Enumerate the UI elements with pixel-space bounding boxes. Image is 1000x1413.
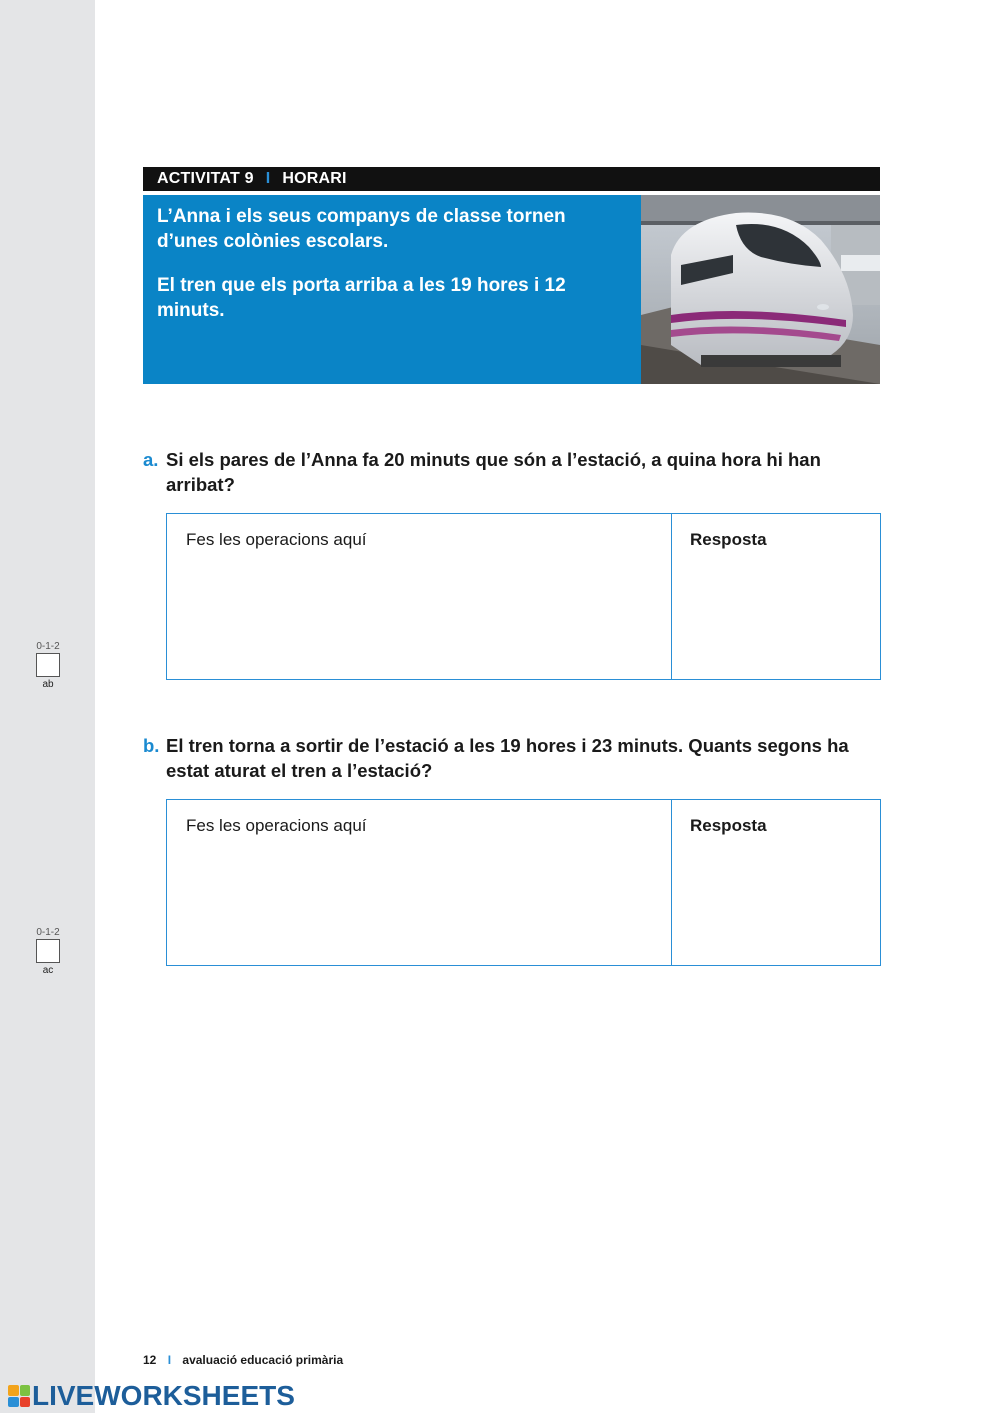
high-speed-train-icon [641, 195, 880, 384]
answer-label-b: Resposta [690, 816, 767, 835]
intro-paragraph-2: El tren que els porta arriba a les 19 hores i 12 minuts. [157, 275, 566, 321]
left-margin-strip [0, 0, 95, 1413]
activity-header [143, 167, 880, 191]
score-checkbox-a[interactable] [36, 653, 60, 677]
score-box-a [33, 641, 63, 690]
answer-area-a[interactable] [672, 514, 880, 679]
score-code-b: ac [42, 965, 54, 976]
operations-area-a[interactable] [167, 514, 672, 679]
liveworksheets-mark-icon [8, 1385, 30, 1407]
question-a-text: Si els pares de l’Anna fa 20 minuts que són a l’estació, a quina hora hi han arribat? [166, 449, 821, 495]
score-range-b: 0-1-2 [36, 927, 60, 938]
intro-box [143, 195, 641, 384]
operations-label-a: Fes les operacions aquí [186, 530, 367, 549]
question-b [143, 733, 888, 783]
page-footer [143, 1353, 343, 1367]
operations-label-b: Fes les operacions aquí [186, 816, 367, 835]
operations-area-b[interactable] [167, 800, 672, 965]
answer-box-a [166, 513, 881, 680]
intro-paragraph-1: L’Anna i els seus companys de classe tornen d’unes colònies escolars. [157, 206, 566, 252]
train-photo [641, 195, 880, 384]
activity-topic: HORARI [282, 170, 347, 187]
question-a [143, 447, 888, 497]
answer-area-b[interactable] [672, 800, 880, 965]
score-box-b [33, 927, 63, 976]
question-b-text: El tren torna a sortir de l’estació a les 19 hores i 23 minuts. Quants segons ha estat aturat el tren a l’estació? [166, 735, 849, 781]
activity-label: ACTIVITAT 9 [157, 170, 254, 187]
score-range-a: 0-1-2 [36, 641, 60, 652]
score-checkbox-b[interactable] [36, 939, 60, 963]
question-b-letter: b. [143, 735, 160, 756]
page-number: 12 [143, 1353, 157, 1367]
question-a-letter: a. [143, 449, 159, 470]
header-separator: I [265, 170, 271, 187]
liveworksheets-logo[interactable] [8, 1380, 295, 1412]
footer-title: avaluació educació primària [182, 1353, 344, 1367]
score-code-a: ab [42, 679, 54, 690]
footer-separator: I [167, 1353, 172, 1367]
answer-box-b [166, 799, 881, 966]
liveworksheets-wordmark: LIVEWORKSHEETS [32, 1380, 295, 1411]
answer-label-a: Resposta [690, 530, 767, 549]
